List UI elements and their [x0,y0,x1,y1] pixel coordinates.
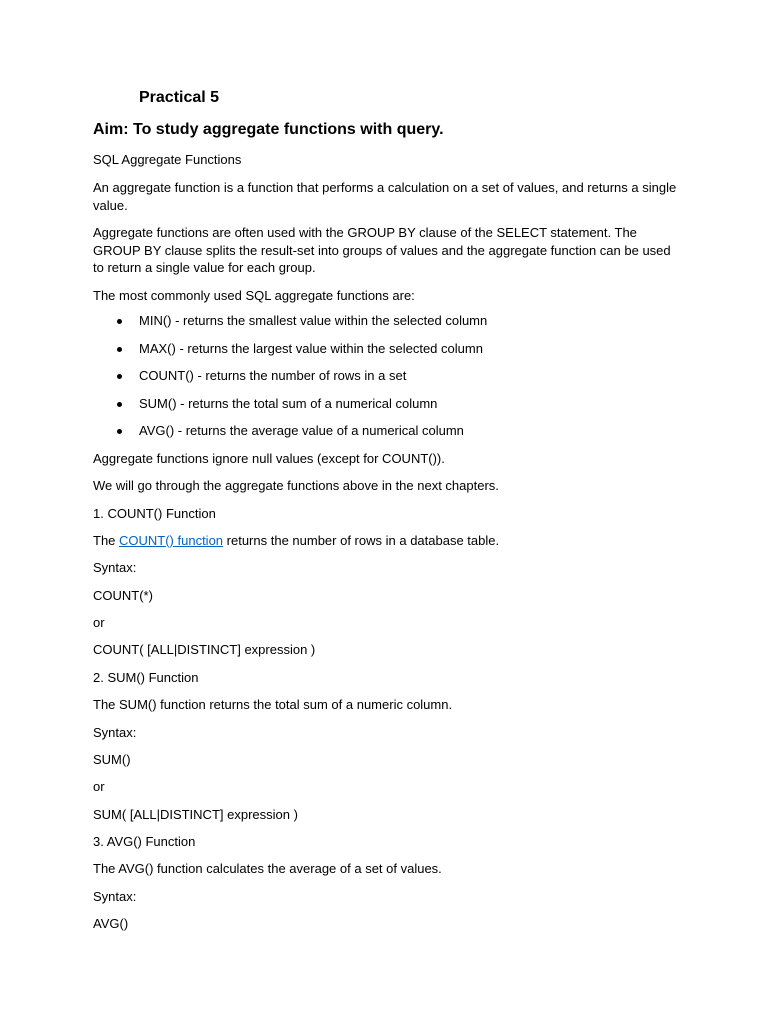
sum-syntax-label: Syntax: [93,725,137,740]
list-item-text: SUM() - returns the total sum of a numerical column [139,395,438,411]
bullet-icon [117,402,122,407]
section-heading: SQL Aggregate Functions [93,152,242,167]
bullet-icon [117,374,122,379]
avg-syntax-1: AVG() [93,916,129,931]
bullet-icon [117,347,122,352]
count-description [93,532,683,550]
sum-heading: 2. SUM() Function [93,670,199,685]
list-item [93,395,683,423]
list-item-text: COUNT() - returns the number of rows in a set [139,368,407,383]
count-desc-prefix: The [93,533,120,548]
count-desc-suffix: returns the number of rows in a database table. [223,533,500,548]
next-chapters-note: We will go through the aggregate functions above in the next chapters. [93,478,499,493]
intro-paragraph: An aggregate function is a function that performs a calculation on a set of values, and returns a single value. [93,180,677,213]
count-heading: 1. COUNT() Function [93,506,216,521]
count-syntax-2: COUNT( [ALL|DISTINCT] expression ) [93,642,316,657]
sum-description: The SUM() function returns the total sum of a numeric column. [93,697,453,712]
sum-syntax-2: SUM( [ALL|DISTINCT] expression ) [93,807,298,822]
aggregate-function-list [93,312,683,450]
null-note: Aggregate functions ignore null values (except for COUNT()). [93,451,445,466]
list-item [93,340,683,368]
list-item-text: AVG() - returns the average value of a numerical column [139,423,464,438]
list-item-text: MIN() - returns the smallest value within the selected column [139,313,488,328]
bullet-icon [117,319,122,324]
avg-description: The AVG() function calculates the average of a set of values. [93,861,442,876]
list-item [93,312,683,340]
count-syntax-1: COUNT(*) [93,588,153,603]
sum-or: or [93,779,105,794]
group-by-paragraph: Aggregate functions are often used with the GROUP BY clause of the SELECT statement. The GROUP BY clause splits the result-set into groups of values and the aggregate function can be used to return a single value for each group. [93,225,671,275]
list-item [93,422,683,450]
count-function-link[interactable]: COUNT() function [119,533,224,548]
count-syntax-label: Syntax: [93,560,137,575]
sum-syntax-1: SUM() [93,752,131,767]
avg-syntax-label: Syntax: [93,889,137,904]
list-item [93,367,683,395]
count-or: or [93,615,105,630]
aim-heading: Aim: To study aggregate functions with query. [93,121,444,138]
avg-heading: 3. AVG() Function [93,834,196,849]
list-item-text: MAX() - returns the largest value within the selected column [139,340,483,356]
list-intro: The most commonly used SQL aggregate functions are: [93,288,415,303]
bullet-icon [117,429,122,434]
document-title: Practical 5 [139,89,220,106]
